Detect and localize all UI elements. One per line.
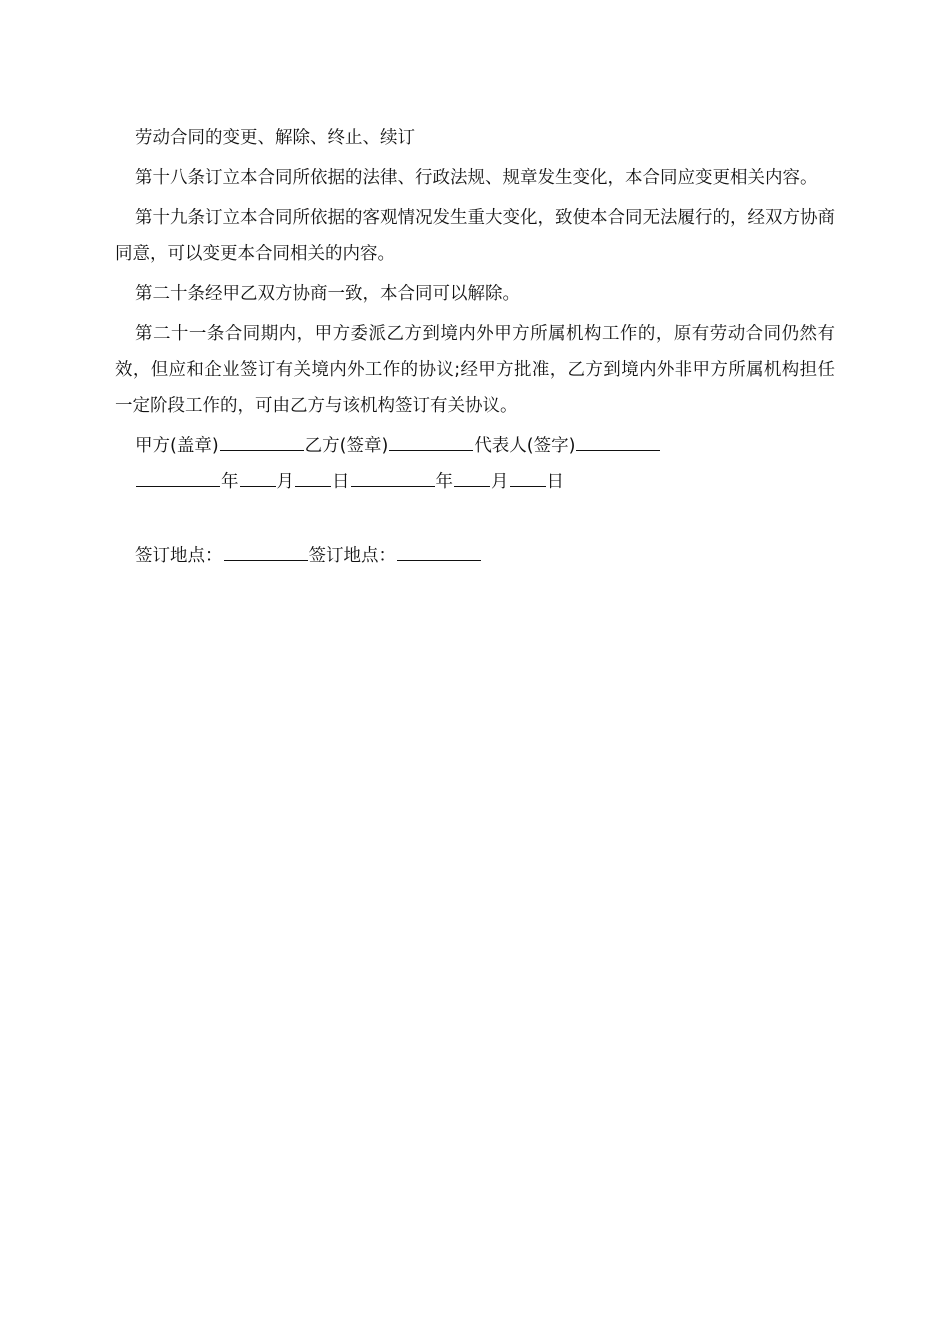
date-b-day-label: 日 (546, 472, 564, 492)
article-19: 第十九条订立本合同所依据的客观情况发生重大变化，致使本合同无法履行的，经双方协商同意，可以变更本合同相关的内容。 (115, 208, 835, 264)
representative-label: 代表人(签字) (474, 436, 576, 456)
date-a-year-blank (136, 466, 220, 487)
location-b-label: 签订地点： (308, 546, 396, 566)
date-a-year-label: 年 (221, 472, 239, 492)
location-b-blank (397, 540, 481, 561)
date-b-month-blank (454, 466, 490, 487)
section-title: 劳动合同的变更、解除、终止、续订 (135, 128, 415, 148)
party-b-blank (389, 430, 473, 451)
date-line (115, 464, 835, 500)
location-a-label: 签订地点： (135, 546, 223, 566)
contract-body (115, 120, 835, 574)
party-b-label: 乙方(签章) (304, 436, 389, 456)
date-a-month-blank (240, 466, 276, 487)
article-20: 第二十条经甲乙双方协商一致，本合同可以解除。 (135, 284, 520, 304)
representative-blank (576, 430, 660, 451)
party-a-blank (220, 430, 304, 451)
date-b-month-label: 月 (491, 472, 509, 492)
article-21: 第二十一条合同期内，甲方委派乙方到境内外甲方所属机构工作的，原有劳动合同仍然有效，但应和企业签订有关境内外工作的协议;经甲方批准，乙方到境内外非甲方所属机构担任一定阶段工作的，可由乙方与该机构签订有关协议。 (115, 324, 835, 416)
signature-line (115, 428, 835, 464)
location-line (115, 538, 835, 574)
date-b-year-blank (351, 466, 435, 487)
date-b-year-label: 年 (435, 472, 453, 492)
article-18: 第十八条订立本合同所依据的法律、行政法规、规章发生变化，本合同应变更相关内容。 (135, 168, 818, 188)
date-b-day-blank (510, 466, 546, 487)
date-a-month-label: 月 (276, 472, 294, 492)
date-a-day-label: 日 (332, 472, 350, 492)
party-a-label: 甲方(盖章) (135, 436, 219, 456)
location-a-blank (224, 540, 308, 561)
date-a-day-blank (295, 466, 331, 487)
